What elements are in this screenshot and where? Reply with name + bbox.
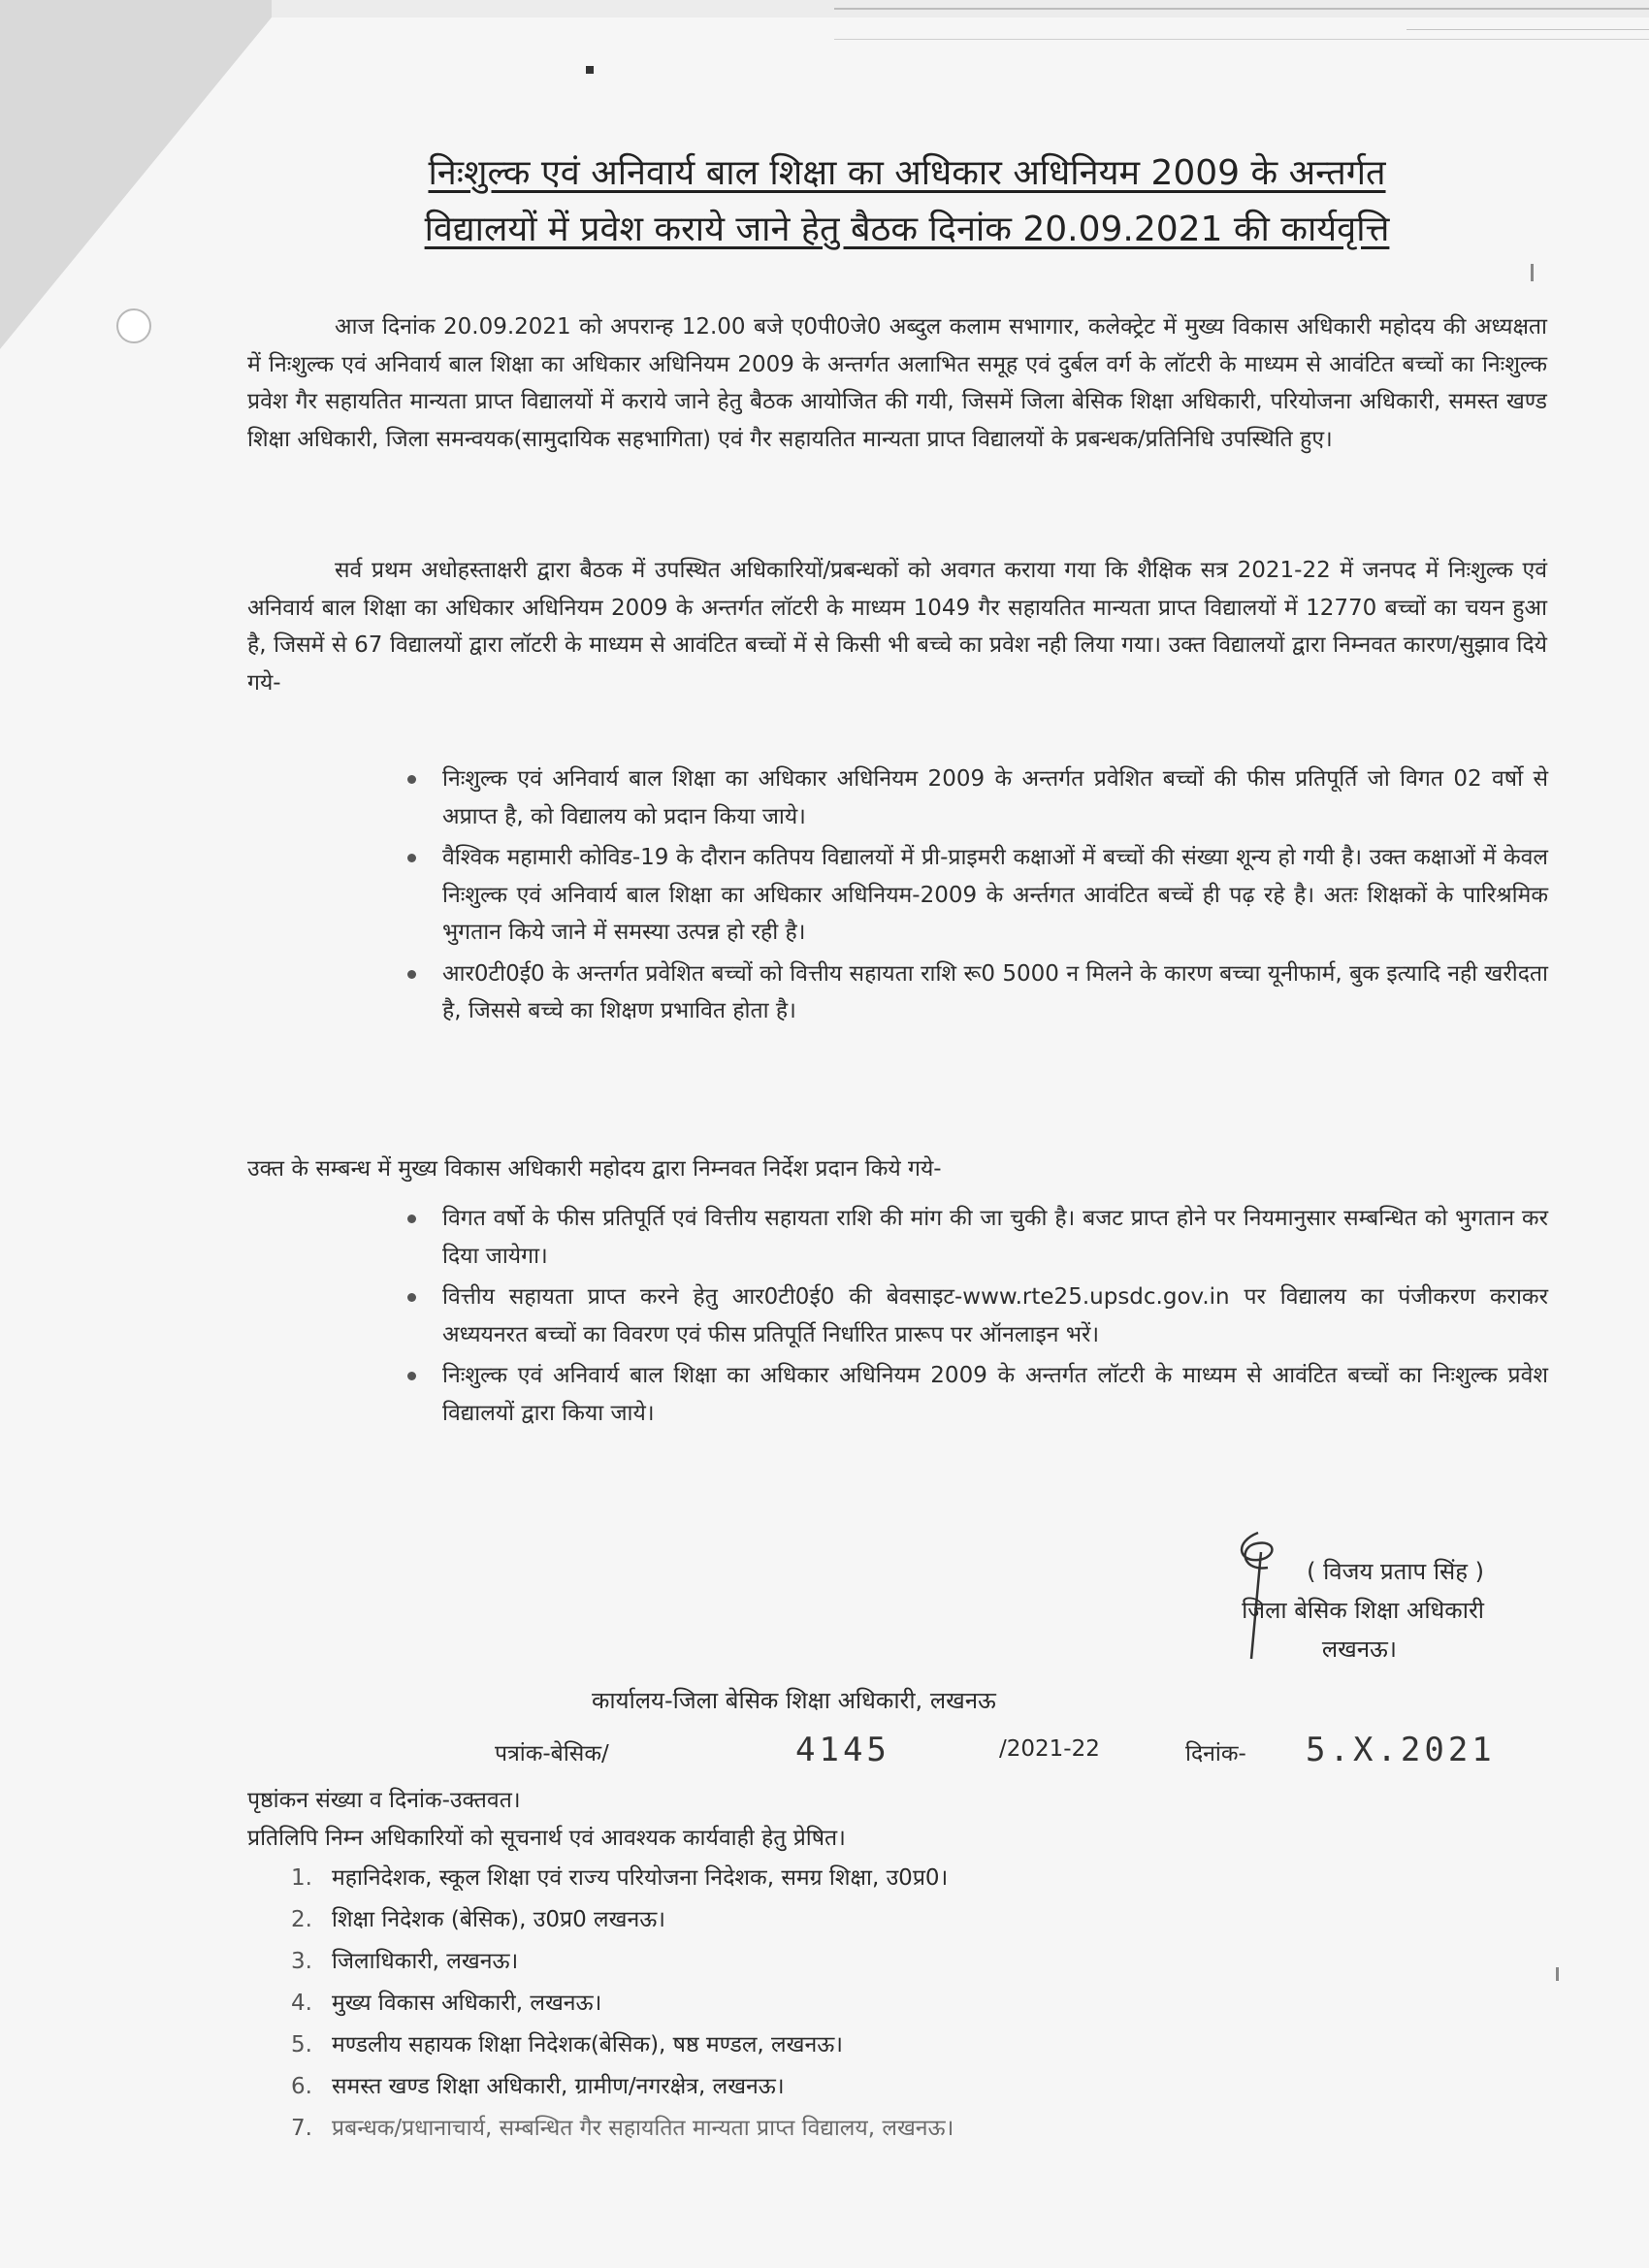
list-item: निःशुल्क एवं अनिवार्य बाल शिक्षा का अधिकार अधिनियम 2009 के अन्तर्गत लॉटरी के माध्यम से आवंटित बच्चों का निःशुल्क प्रवेश विद्यालयों द्वारा किया जाये। [442,1357,1548,1432]
list-item: 7. प्रबन्धक/प्रधानाचार्य, सम्बन्धित गैर सहायतित मान्यता प्राप्त विद्यालय, लखनऊ। [291,2116,954,2141]
intro-paragraph [247,308,1547,458]
list-item: 5. मण्डलीय सहायक शिक्षा निदेशक(बेसिक), षष्ठ मण्डल, लखनऊ। [291,2032,843,2057]
scan-mark [1556,1967,1559,1981]
list-item: 4. मुख्य विकास अधिकारी, लखनऊ। [291,1991,602,2016]
signature-block [1135,1552,1484,1669]
list-item: विगत वर्षो के फीस प्रतिपूर्ति एवं वित्तीय सहायता राशि की मांग की जा चुकी है। बजट प्राप्त होने पर नियमानुसार सम्बन्धित को भुगतान कर दिया जायेगा। [442,1200,1548,1275]
punch-hole [116,308,151,343]
list-item: 3. जिलाधिकारी, लखनऊ। [291,1949,519,1974]
title-line-1: निःशुल्क एवं अनिवार्य बाल शिक्षा का अधिकार अधिनियम 2009 के अन्तर्गत [428,153,1386,193]
signatory-designation: जिला बेसिक शिक्षा अधिकारी [1242,1597,1484,1624]
list-item: 2. शिक्षा निदेशक (बेसिक), उ0प्र0 लखनऊ। [291,1907,665,1932]
underlying-page-edge [1406,29,1649,49]
reference-line [495,1731,1562,1779]
list-item: 1. महानिदेशक, स्कूल शिक्षा एवं राज्य परियोजना निदेशक, समग्र शिक्षा, उ0प्र0। [291,1865,949,1891]
directions-list [442,1200,1548,1436]
second-text: सर्व प्रथम अधोहस्ताक्षरी द्वारा बैठक में उपस्थित अधिकारियों/प्रबन्धकों को अवगत कराया गया कि शैक्षिक सत्र 2021-22 में जनपद में निःशुल्क एवं अनिवार्य बाल शिक्षा का अधिकार अधिनियम 2009 के अन्तर्गत लॉटरी के माध्यम 1049 गैर सहायतित मान्यता प्राप्त विद्यालयों में 12770 बच्चों का चयन हुआ है, जिसमें से 67 विद्यालयों द्वारा लॉटरी के माध्यम से आवंटित बच्चों में से किसी भी बच्चे का प्रवेश नही लिया गया। उक्त विद्यालयों द्वारा निम्नवत कारण/सुझाव दिये गये- [247,558,1547,696]
document-title [267,146,1547,258]
scan-mark [586,66,594,74]
date-label: दिनांक- [1185,1741,1246,1766]
intro-text: आज दिनांक 20.09.2021 को अपरान्ह 12.00 बजे ए0पी0जे0 अब्दुल कलाम सभागार, कलेक्ट्रेट में मुख्य विकास अधिकारी महोदय की अध्यक्षता में निःशुल्क एवं अनिवार्य बाल शिक्षा का अधिकार अधिनियम 2009 के अन्तर्गत अलाभित समूह एवं दुर्बल वर्ग के लॉटरी के माध्यम से आवंटित बच्चों का निःशुल्क प्रवेश गैर सहायतित मान्यता प्राप्त विद्यालयों में कराये जाने हेतु बैठक आयोजित की गयी, जिसमें जिला बेसिक शिक्षा अधिकारी, परियोजना अधिकारी, समस्त खण्ड शिक्षा अधिकारी, जिला समन्वयक(सामुदायिक सहभागिता) एवं गैर सहायतित मान्यता प्राप्त विद्यालयों के प्रबन्धक/प्रतिनिधि उपस्थिति हुए। [247,314,1547,452]
signatory-name: ( विजय प्रताप सिंह ) [1307,1558,1484,1585]
reference-number: 4145 [795,1731,890,1769]
second-paragraph [247,552,1547,701]
list-item: 6. समस्त खण्ड शिक्षा अधिकारी, ग्रामीण/नगरक्षेत्र, लखनऊ। [291,2074,785,2099]
list-item: निःशुल्क एवं अनिवार्य बाल शिक्षा का अधिकार अधिनियम 2009 के अन्तर्गत प्रवेशित बच्चों की फीस प्रतिपूर्ति जो विगत 02 वर्षो से अप्राप्त है, को विद्यालय को प्रदान किया जाये। [442,761,1548,835]
date-value: 5.X.2021 [1306,1731,1496,1769]
copy-intro: प्रतिलिपि निम्न अधिकारियों को सूचनार्थ एवं आवश्यक कार्यवाही हेतु प्रेषित। [247,1826,846,1851]
reference-prefix: पत्रांक-बेसिक/ [495,1741,609,1766]
list-item: आर0टी0ई0 के अन्तर्गत प्रवेशित बच्चों को वित्तीय सहायता राशि रू0 5000 न मिलने के कारण बच्चा यूनीफार्म, बुक इत्यादि नही खरीदता है, जिससे बच्चे का शिक्षण प्रभावित होता है। [442,956,1548,1030]
signatory-place: लखनऊ। [1321,1636,1397,1663]
title-line-2: विद्यालयों में प्रवेश कराये जाने हेतु बैठक दिनांक 20.09.2021 की कार्यवृत्ति [424,210,1390,249]
reasons-list [442,761,1548,1034]
copy-recipients-list [291,1858,954,2150]
endorsement-line: पृष्ठांकन संख्या व दिनांक-उक्तवत। [247,1788,521,1813]
list-item: वैश्विक महामारी कोविड-19 के दौरान कतिपय विद्यालयों में प्री-प्राइमरी कक्षाओं में बच्चों की संख्या शून्य हो गयी है। उक्त कक्षाओं में केवल निःशुल्क एवं अनिवार्य बाल शिक्षा का अधिकार अधिनियम-2009 के अर्न्तगत आवंटित बच्चें ही पढ़ रहे है। अतः शिक्षकों के पारिश्रमिक भुगतान किये जाने में समस्या उत्पन्न हो रही है। [442,839,1548,952]
office-line: कार्यालय-जिला बेसिक शिक्षा अधिकारी, लखनऊ [592,1687,996,1714]
directions-intro: उक्त के सम्बन्ध में मुख्य विकास अधिकारी महोदय द्वारा निम्नवत निर्देश प्रदान किये गये- [247,1156,942,1182]
reference-year: /2021-22 [999,1736,1100,1762]
scan-mark [1531,264,1534,281]
list-item: वित्तीय सहायता प्राप्त करने हेतु आर0टी0ई0 की बेवसाइट-www.rte25.upsdc.gov.in पर विद्यालय का पंजीकरण कराकर अध्ययनरत बच्चों का विवरण एवं फीस प्रतिपूर्ति निर्धारित प्रारूप पर ऑनलाइन भरें। [442,1279,1548,1353]
